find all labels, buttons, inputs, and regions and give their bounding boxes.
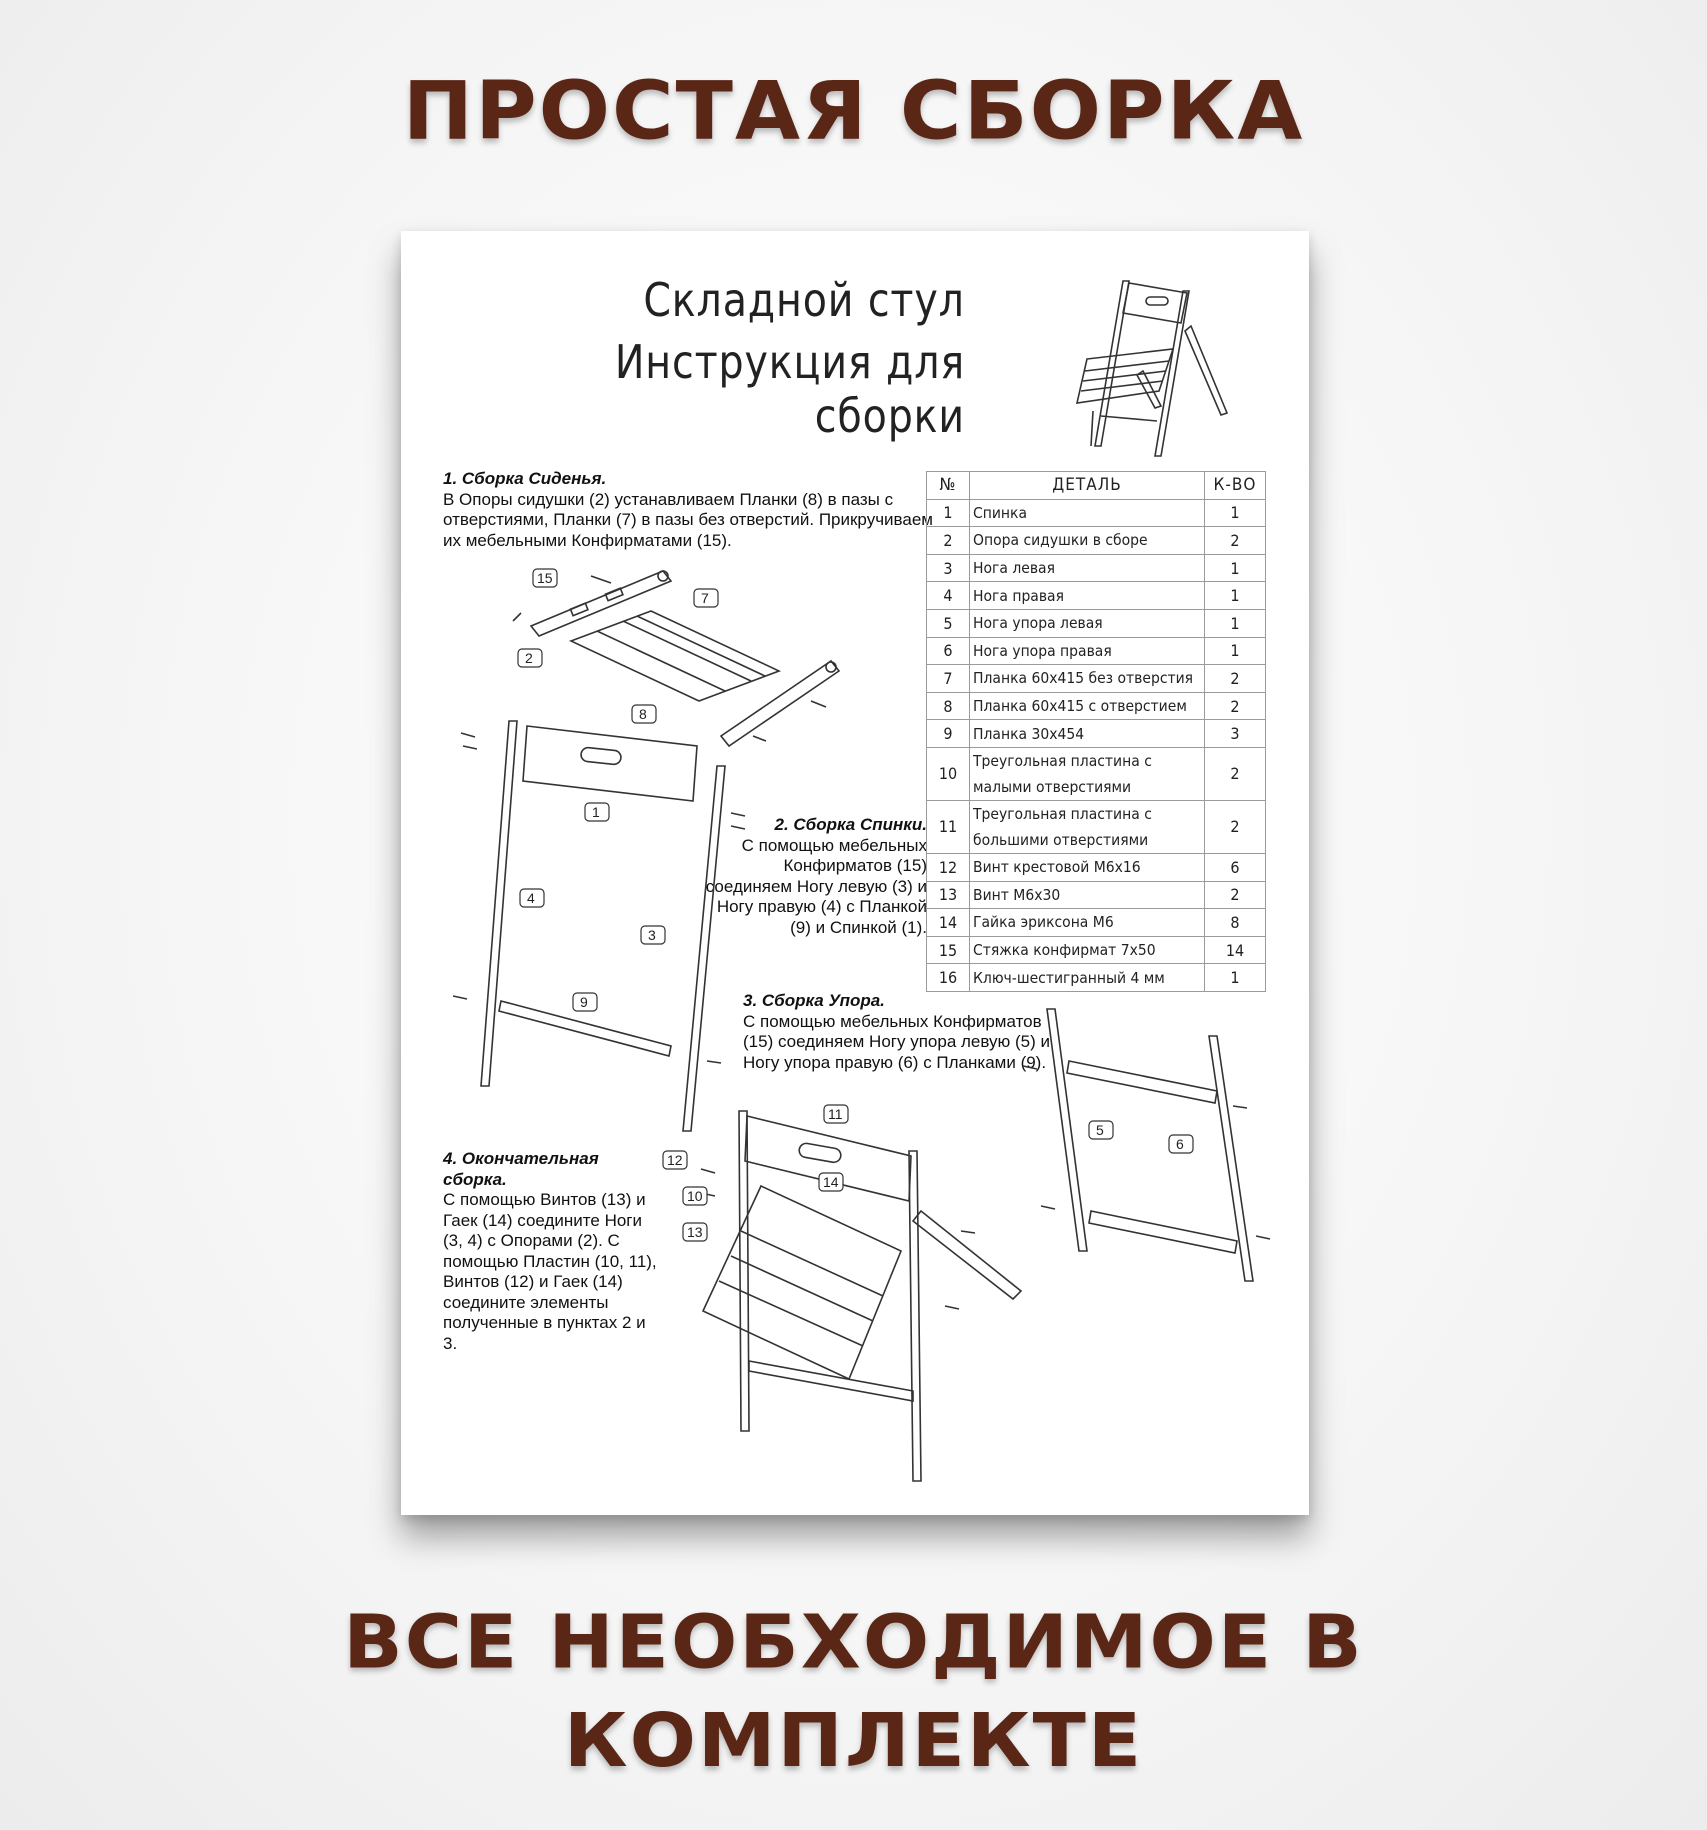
row-part: Нога левая bbox=[970, 554, 1205, 582]
row-number: 14 bbox=[927, 909, 970, 937]
row-number: 7 bbox=[927, 665, 970, 693]
row-quantity: 1 bbox=[1205, 637, 1266, 665]
row-part: Нога упора правая bbox=[970, 637, 1205, 665]
callout-label-14: 14 bbox=[823, 1174, 839, 1190]
callout-label-7: 7 bbox=[701, 590, 709, 606]
row-number: 3 bbox=[927, 554, 970, 582]
row-quantity: 2 bbox=[1205, 747, 1266, 800]
row-number: 6 bbox=[927, 637, 970, 665]
headline-top: ПРОСТАЯ СБОРКА bbox=[402, 64, 1305, 158]
row-part: Опора сидушки в сборе bbox=[970, 527, 1205, 555]
row-part: Треугольная пластина с малыми отверстиями bbox=[970, 747, 1205, 800]
callout-label-10: 10 bbox=[687, 1188, 703, 1204]
callout-label-4: 4 bbox=[527, 890, 535, 906]
callout-label-11: 11 bbox=[828, 1106, 843, 1122]
callout-label-3: 3 bbox=[648, 927, 656, 943]
row-quantity: 2 bbox=[1205, 665, 1266, 693]
row-quantity: 6 bbox=[1205, 853, 1266, 881]
row-number: 10 bbox=[927, 747, 970, 800]
callout-label-8: 8 bbox=[639, 706, 647, 722]
row-quantity: 1 bbox=[1205, 499, 1266, 527]
row-number: 13 bbox=[927, 881, 970, 909]
callout-label-13: 13 bbox=[687, 1224, 703, 1240]
row-part: Винт М6х30 bbox=[970, 881, 1205, 909]
callout-label-2: 2 bbox=[525, 650, 533, 666]
document-title-line1: Складной стул bbox=[643, 273, 965, 327]
row-quantity: 14 bbox=[1205, 936, 1266, 964]
row-quantity: 8 bbox=[1205, 909, 1266, 937]
step-4-body: С помощью Винтов (13) и Гаек (14) соедините Ноги (3, 4) с Опорами (2). С помощью Пластин (10, 11), Винтов (12) и Гаек (14) соедините элементы полученные в пунктах 2 и 3. bbox=[443, 1190, 657, 1353]
headline-bottom bbox=[0, 1593, 1707, 1791]
row-number: 16 bbox=[927, 964, 970, 992]
part-callouts bbox=[401, 231, 1309, 1515]
row-quantity: 2 bbox=[1205, 692, 1266, 720]
callout-label-12: 12 bbox=[667, 1152, 683, 1168]
row-number: 2 bbox=[927, 527, 970, 555]
row-quantity: 1 bbox=[1205, 554, 1266, 582]
row-quantity: 1 bbox=[1205, 609, 1266, 637]
header-quantity: К-ВО bbox=[1205, 472, 1266, 500]
row-number: 15 bbox=[927, 936, 970, 964]
row-part: Стяжка конфирмат 7х50 bbox=[970, 936, 1205, 964]
document-title-line2: Инструкция для сборки bbox=[614, 335, 965, 443]
row-part: Гайка эриксона М6 bbox=[970, 909, 1205, 937]
row-quantity: 1 bbox=[1205, 582, 1266, 610]
row-number: 12 bbox=[927, 853, 970, 881]
row-number: 9 bbox=[927, 720, 970, 748]
header-part: ДЕТАЛЬ bbox=[970, 472, 1205, 500]
row-number: 5 bbox=[927, 609, 970, 637]
row-part: Спинка bbox=[970, 499, 1205, 527]
row-quantity: 1 bbox=[1205, 964, 1266, 992]
row-quantity: 2 bbox=[1205, 527, 1266, 555]
step-3-body: С помощью мебельных Конфирматов (15) соединяем Ногу упора левую (5) и Ногу упора правую (6) с Планками (9). bbox=[743, 1011, 1051, 1072]
row-quantity: 2 bbox=[1205, 800, 1266, 853]
step-2-heading: 2. Сборка Спинки. bbox=[774, 815, 927, 834]
callout-label-5: 5 bbox=[1096, 1122, 1104, 1138]
step-1-heading: 1. Сборка Сиденья. bbox=[443, 469, 607, 488]
callout-label-9: 9 bbox=[580, 994, 588, 1010]
row-number: 1 bbox=[927, 499, 970, 527]
row-quantity: 2 bbox=[1205, 881, 1266, 909]
row-quantity: 3 bbox=[1205, 720, 1266, 748]
header-number: № bbox=[927, 472, 970, 500]
row-part: Ключ-шестигранный 4 мм bbox=[970, 964, 1205, 992]
row-part: Винт крестовой М6х16 bbox=[970, 853, 1205, 881]
row-part: Нога правая bbox=[970, 582, 1205, 610]
step-2-body: С помощью мебельных Конфирматов (15) соединяем Ногу левую (3) и Ногу правую (4) с Планкой (9) и Спинкой (1). bbox=[705, 835, 927, 937]
headline-bottom-line2: КОМПЛЕКТЕ bbox=[563, 1698, 1144, 1785]
row-part: Треугольная пластина с большими отверстиями bbox=[970, 800, 1205, 853]
row-number: 11 bbox=[927, 800, 970, 853]
callout-label-15: 15 bbox=[537, 570, 553, 586]
row-part: Планка 30х454 bbox=[970, 720, 1205, 748]
callout-label-1: 1 bbox=[592, 804, 600, 820]
row-part: Нога упора левая bbox=[970, 609, 1205, 637]
step-3-heading: 3. Сборка Упора. bbox=[743, 991, 885, 1010]
headline-bottom-line1: ВСЕ НЕОБХОДИМОЕ В bbox=[343, 1599, 1364, 1686]
row-number: 4 bbox=[927, 582, 970, 610]
step-1-body: В Опоры сидушки (2) устанавливаем Планки (8) в пазы с отверстиями, Планки (7) в пазы без отверстий. Прикручиваем их мебельными Конфирматами (15). bbox=[443, 489, 933, 550]
callout-label-6: 6 bbox=[1176, 1136, 1184, 1152]
instruction-sheet bbox=[401, 231, 1309, 1515]
row-part: Планка 60х415 с отверстием bbox=[970, 692, 1205, 720]
step-4-heading: 4. Окончательная сборка. bbox=[443, 1149, 599, 1189]
row-number: 8 bbox=[927, 692, 970, 720]
row-part: Планка 60х415 без отверстия bbox=[970, 665, 1205, 693]
